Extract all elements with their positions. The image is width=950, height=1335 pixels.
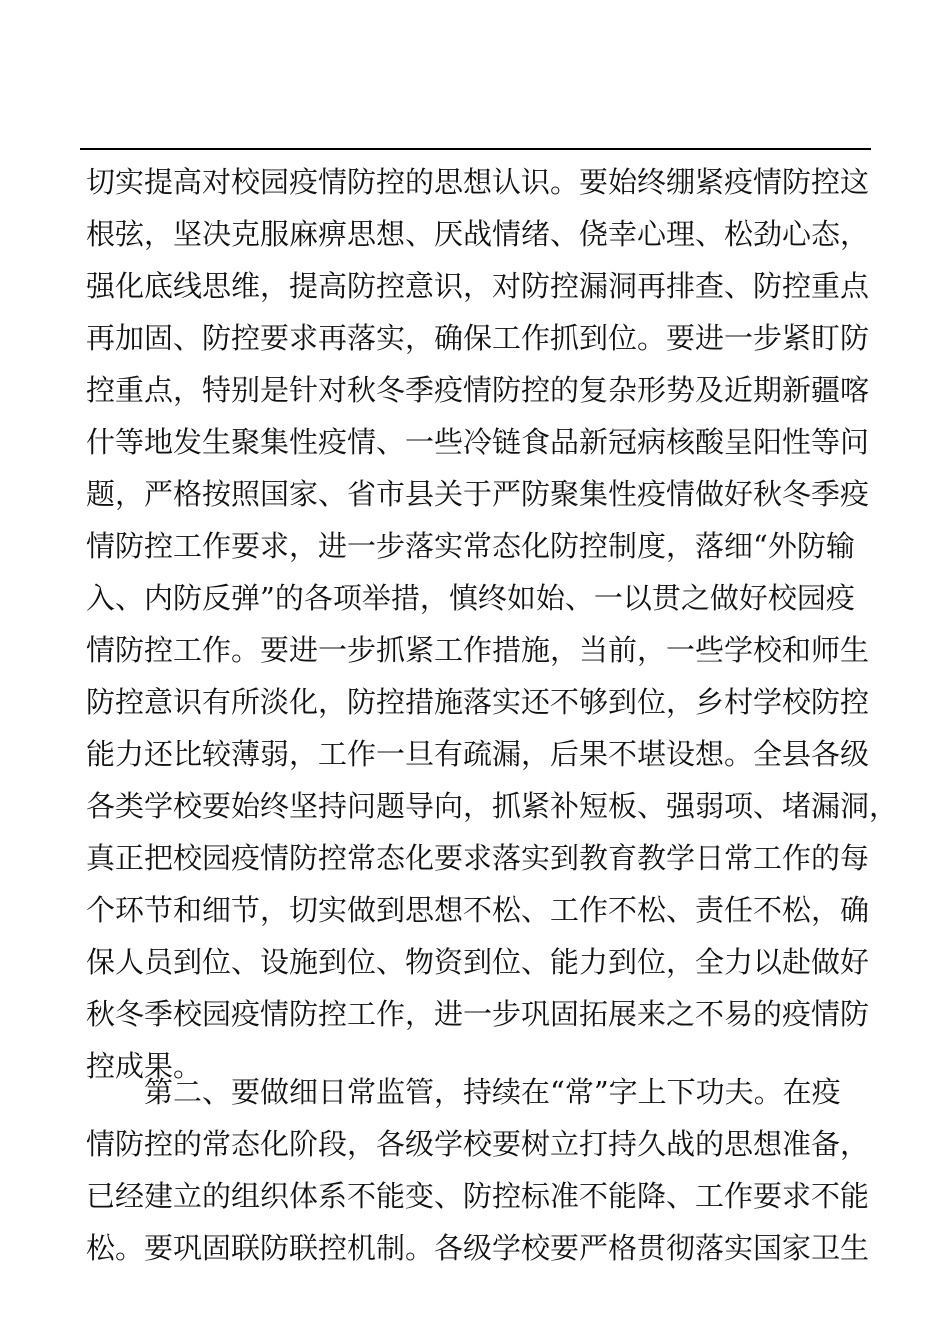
text-line: 已经建立的组织体系不能变、防控标准不能降、工作要求不能 bbox=[86, 1179, 870, 1213]
text-line: 控成果。 bbox=[86, 1049, 203, 1083]
text-line: 能力还比较薄弱，工作一旦有疏漏，后果不堪设想。全县各级 bbox=[86, 737, 870, 771]
text-line: 强化底线思维，提高防控意识，对防控漏洞再排查、防控重点 bbox=[86, 269, 870, 303]
text-line: 保人员到位、设施到位、物资到位、能力到位，全力以赴做好 bbox=[86, 945, 870, 979]
text-line: 个环节和细节，切实做到思想不松、工作不松、责任不松，确 bbox=[86, 893, 870, 927]
text-line: 情防控工作要求，进一步落实常态化防控制度，落细“外防输 bbox=[86, 529, 855, 563]
text-line: 情防控工作。要进一步抓紧工作措施，当前，一些学校和师生 bbox=[86, 633, 870, 667]
text-line: 控重点，特别是针对秋冬季疫情防控的复杂形势及近期新疆喀 bbox=[86, 373, 870, 407]
text-line: 松。要巩固联防联控机制。各级学校要严格贯彻落实国家卫生 bbox=[86, 1231, 870, 1265]
paragraph-1 bbox=[86, 156, 899, 1092]
text-line: 各类学校要始终坚持问题导向，抓紧补短板、强弱项、堵漏洞， bbox=[86, 789, 899, 823]
text-line: 防控意识有所淡化，防控措施落实还不够到位，乡村学校防控 bbox=[86, 685, 870, 719]
text-line: 题，严格按照国家、省市县关于严防聚集性疫情做好秋冬季疫 bbox=[86, 477, 870, 511]
text-line: 秋冬季校园疫情防控工作，进一步巩固拓展来之不易的疫情防 bbox=[86, 997, 870, 1031]
text-line: 再加固、防控要求再落实，确保工作抓到位。要进一步紧盯防 bbox=[86, 321, 870, 355]
header-rule bbox=[80, 148, 871, 150]
text-line: 第二、要做细日常监管，持续在“常”字上下功夫。在疫 bbox=[86, 1075, 841, 1109]
text-line: 切实提高对校园疫情防控的思想认识。要始终绷紧疫情防控这 bbox=[86, 165, 870, 199]
text-line: 入、内防反弹”的各项举措，慎终如始、一以贯之做好校园疫 bbox=[86, 581, 855, 615]
text-line: 根弦，坚决克服麻痹思想、厌战情绪、侥幸心理、松劲心态， bbox=[86, 217, 870, 251]
text-line: 什等地发生聚集性疫情、一些冷链食品新冠病核酸呈阳性等问 bbox=[86, 425, 870, 459]
text-line: 真正把校园疫情防控常态化要求落实到教育教学日常工作的每 bbox=[86, 841, 870, 875]
text-line: 情防控的常态化阶段，各级学校要树立打持久战的思想准备， bbox=[86, 1127, 870, 1161]
paragraph-2 bbox=[86, 1066, 876, 1274]
